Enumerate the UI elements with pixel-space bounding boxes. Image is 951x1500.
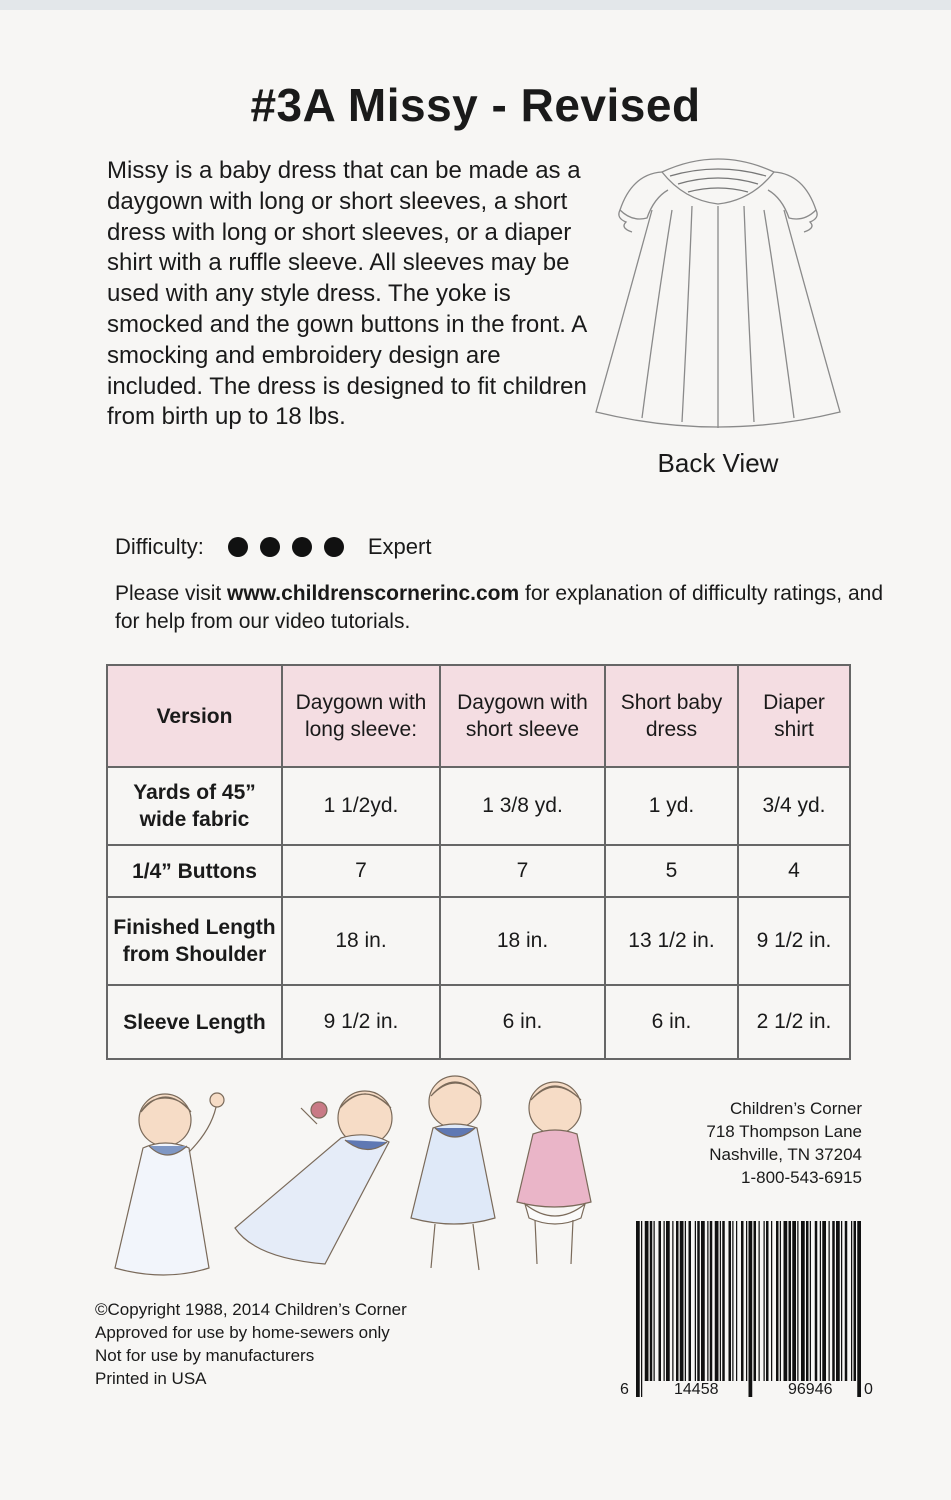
barcode-bar (764, 1221, 765, 1381)
barcode-bar (841, 1221, 842, 1381)
barcode-bar (701, 1221, 705, 1381)
barcode-bar (792, 1221, 796, 1381)
table-header-cell: Daygown with short sleeve (440, 665, 605, 767)
table-row (107, 985, 850, 1059)
difficulty-label: Difficulty: (115, 534, 204, 559)
visit-suffix: for explanation of difficulty ratings, and for help from our video tutorials. (115, 582, 884, 633)
barcode-bar (784, 1221, 788, 1381)
barcode-bar (776, 1221, 779, 1381)
table-cell: 6 in. (605, 985, 738, 1059)
table-cell: 13 1/2 in. (605, 897, 738, 985)
table-header-cell: Daygown with long sleeve: (282, 665, 440, 767)
company-street: 718 Thompson Lane (706, 1122, 862, 1141)
table-row-label: Sleeve Length (107, 985, 282, 1059)
barcode-bar (754, 1221, 757, 1381)
barcode-bar (736, 1221, 737, 1381)
table-cell: 3/4 yd. (738, 767, 850, 845)
barcode-bars (618, 1215, 876, 1405)
table-header-row (107, 665, 850, 767)
table-cell: 5 (605, 845, 738, 897)
barcode-bar (664, 1221, 665, 1381)
table-row-label: Yards of 45” wide fabric (107, 767, 282, 845)
table-row-label: Finished Length from Shoulder (107, 897, 282, 985)
barcode-bar (766, 1221, 769, 1381)
barcode-bar (710, 1221, 713, 1381)
company-city: Nashville, TN 37204 (709, 1145, 862, 1164)
barcode-bar (820, 1221, 821, 1381)
barcode-bar (741, 1221, 744, 1381)
back-view-label: Back View (657, 448, 779, 478)
back-view-dress-illustration (592, 150, 844, 435)
visit-note (115, 580, 905, 636)
barcode-bar (707, 1221, 708, 1381)
barcode-bar (851, 1221, 852, 1381)
top-edge-strip (0, 0, 951, 10)
copyright-line: ©Copyright 1988, 2014 Children’s Corner (95, 1300, 407, 1319)
barcode-bar (829, 1221, 830, 1381)
difficulty-rating (115, 534, 431, 560)
barcode-bar (729, 1221, 732, 1381)
copyright-line: Printed in USA (95, 1369, 207, 1388)
barcode-trail-digit: 0 (864, 1381, 873, 1398)
barcode-bar (759, 1221, 760, 1381)
barcode-bar (641, 1221, 642, 1397)
barcode-bar (689, 1221, 692, 1381)
barcode-bar (685, 1221, 686, 1381)
barcode-bar (666, 1221, 670, 1381)
website-link[interactable]: www.childrenscornerinc.com (227, 582, 520, 605)
barcode-bar (845, 1221, 848, 1381)
barcode-bar (806, 1221, 809, 1381)
barcode-right-digits: 96946 (788, 1381, 833, 1398)
difficulty-dot (292, 537, 312, 557)
visit-prefix: Please visit (115, 582, 228, 605)
barcode-bar (746, 1221, 747, 1381)
barcode-bar (789, 1221, 792, 1381)
barcode-bar (697, 1221, 700, 1381)
copyright-block (95, 1298, 407, 1390)
table-cell: 18 in. (282, 897, 440, 985)
barcode-bar (801, 1221, 805, 1381)
barcode-bar (680, 1221, 684, 1381)
pattern-title: #3A Missy - Revised (250, 79, 701, 131)
company-address (640, 1097, 862, 1189)
table-cell: 6 in. (440, 985, 605, 1059)
barcode-bar (695, 1221, 696, 1381)
upc-barcode (618, 1215, 876, 1405)
barcode-bar (732, 1221, 733, 1381)
difficulty-rating-text: Expert (367, 534, 432, 559)
barcode-bar (672, 1221, 673, 1381)
barcode-lead-digit: 6 (620, 1381, 629, 1398)
table-row (107, 845, 850, 897)
company-phone: 1-800-543-6915 (741, 1168, 862, 1187)
table-cell: 2 1/2 in. (738, 985, 850, 1059)
barcode-bar (810, 1221, 811, 1381)
table-header-cell: Diaper shirt (738, 665, 850, 767)
table-header-version: Version (107, 665, 282, 767)
copyright-line: Approved for use by home-sewers only (95, 1323, 390, 1342)
yardage-table (106, 664, 851, 1060)
table-cell: 9 1/2 in. (282, 985, 440, 1059)
barcode-bar (854, 1221, 857, 1381)
difficulty-dot (324, 537, 344, 557)
company-name: Children’s Corner (730, 1099, 862, 1118)
barcode-bar (722, 1221, 725, 1381)
barcode-bar (836, 1221, 840, 1381)
table-cell: 9 1/2 in. (738, 897, 850, 985)
table-cell: 7 (440, 845, 605, 897)
barcode-bar (715, 1221, 719, 1381)
difficulty-dots (228, 537, 344, 557)
table-cell: 4 (738, 845, 850, 897)
barcode-bar (815, 1221, 818, 1381)
table-cell: 1 yd. (605, 767, 738, 845)
barcode-left-digits: 14458 (674, 1381, 719, 1398)
difficulty-dot (260, 537, 280, 557)
barcode-bar (797, 1221, 798, 1381)
pattern-description: Missy is a baby dress that can be made as a daygown with long or short sleeves, a short dress with long or short sleeves, or a diaper shirt with a ruffle sleeve. All sleeves may be used with any style dress. The yoke is smocked and the gown buttons in the front. A smocking and embroidery design are included. The dress is designed to fit children from birth up to 18 lbs. (107, 157, 587, 431)
barcode-bar (749, 1221, 753, 1397)
barcode-bar (822, 1221, 826, 1381)
barcode-bar (654, 1221, 655, 1381)
barcode-bar (780, 1221, 781, 1381)
table-cell: 18 in. (440, 897, 605, 985)
table-header-cell: Short baby dress (605, 665, 738, 767)
table-row-label: 1/4” Buttons (107, 845, 282, 897)
table-cell: 7 (282, 845, 440, 897)
barcode-bar (659, 1221, 662, 1381)
barcode-bar (636, 1221, 640, 1397)
copyright-line: Not for use by manufacturers (95, 1346, 315, 1365)
barcode-bar (720, 1221, 721, 1381)
barcode-bar (676, 1221, 679, 1381)
table-row (107, 767, 850, 845)
babies-illustration (105, 1068, 615, 1288)
barcode-bar (857, 1221, 861, 1397)
difficulty-dot (228, 537, 248, 557)
barcode-bar (650, 1221, 653, 1381)
table-cell: 1 3/8 yd. (440, 767, 605, 845)
table-row (107, 897, 850, 985)
barcode-bar (645, 1221, 649, 1381)
table-cell: 1 1/2yd. (282, 767, 440, 845)
barcode-bar (832, 1221, 835, 1381)
barcode-bar (771, 1221, 772, 1381)
